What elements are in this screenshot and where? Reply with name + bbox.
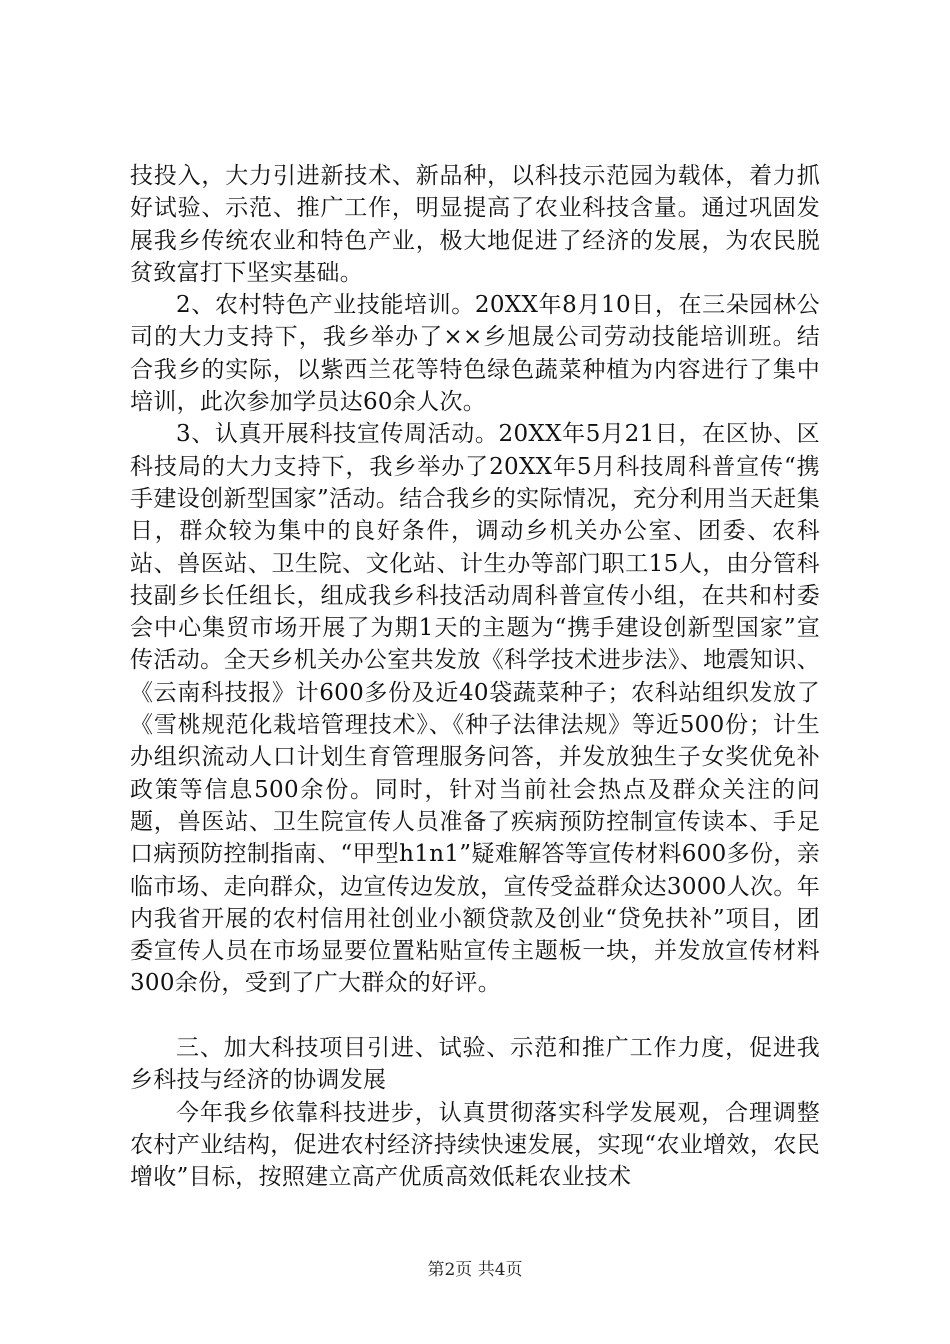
paragraph-item-3: 3、认真开展科技宣传周活动。20XX年5月21日，在区协、区科技局的大力支持下，我乡举办了20XX年5月科技周科普宣传“携手建设创新型国家”活动。结合我乡的实际情况，充分利用当天赶集日，群众较为集中的良好条件，调动乡机关办公室、团委、农科站、兽医站、卫生院、文化站、计生办等部门职工15人，由分管科技副乡长任组长，组成我乡科技活动周科普宣传小组，在共和村委会中心集贸市场开展了为期1天的主题为“携手建设创新型国家”宣传活动。全天乡机关办公室共发放《科学技术进步法》、地震知识、《云南科技报》计600多份及近40袋蔬菜种子；农科站组织发放了《雪桃规范化栽培管理技术》、《种子法律法规》等近500份；计生办组织流动人口计划生育管理服务问答，并发放独生子女奖优免补政策等信息500余份。同时，针对当前社会热点及群众关注的问题，兽医站、卫生院宣传人员准备了疾病预防控制宣传读本、手足口病预防控制指南、“甲型h1n1”疑难解答等宣传材料600多份，亲临市场、走向群众，边宣传边发放，宣传受益群众达3000人次。年内我省开展的农村信用社创业小额贷款及创业“贷免扶补”项目，团委宣传人员在市场显要位置粘贴宣传主题板一块，并发放宣传材料300余份，受到了广大群众的好评。 (130, 421, 820, 997)
section-heading-3: 三、加大科技项目引进、试验、示范和推广工作力度，促进我乡科技与经济的协调发展 (130, 1035, 820, 1094)
paragraph-section-3-intro: 今年我乡依靠科技进步，认真贯彻落实科学发展观，合理调整农村产业结构，促进农村经济持续快速发展，实现“农业增效，农民增收”目标，按照建立高产优质高效低耗农业技术 (130, 1099, 820, 1191)
paragraph-spacer (130, 1000, 820, 1032)
paragraph-continued: 技投入，大力引进新技术、新品种，以科技示范园为载体，着力抓好试验、示范、推广工作，明显提高了农业科技含量。通过巩固发展我乡传统农业和特色产业，极大地促进了经济的发展，为农民脱贫致富打下坚实基础。 (130, 163, 820, 286)
paragraph-item-2: 2、农村特色产业技能培训。20XX年8月10日，在三朵园林公司的大力支持下，我乡举办了××乡旭晟公司劳动技能培训班。结合我乡的实际，以紫西兰花等特色绿色蔬菜种植为内容进行了集中培训，此次参加学员达60余人次。 (130, 292, 820, 416)
page-footer: 第2页 共4页 (427, 1260, 523, 1280)
document-body (130, 160, 820, 1194)
